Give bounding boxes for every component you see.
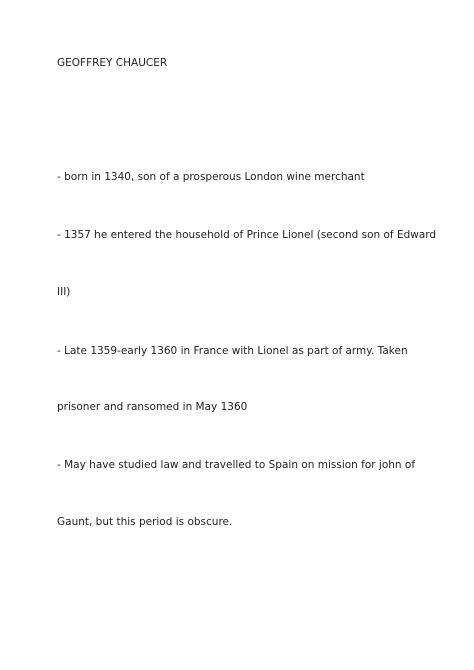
text-line: - 1357 he entered the household of Prince Lionel (second son of Edward bbox=[57, 229, 437, 241]
text-line: Gaunt, but this period is obscure. bbox=[57, 516, 233, 528]
text-line: - born in 1340, son of a prosperous London wine merchant bbox=[57, 171, 365, 183]
text-line: - Late 1359-early 1360 in France with Lionel as part of army. Taken bbox=[57, 345, 408, 357]
text-line: - May have studied law and travelled to Spain on mission for john of bbox=[57, 459, 416, 471]
text-line: III) bbox=[57, 286, 71, 298]
text-line: prisoner and ransomed in May 1360 bbox=[57, 401, 248, 413]
document-title: GEOFFREY CHAUCER bbox=[57, 57, 168, 69]
